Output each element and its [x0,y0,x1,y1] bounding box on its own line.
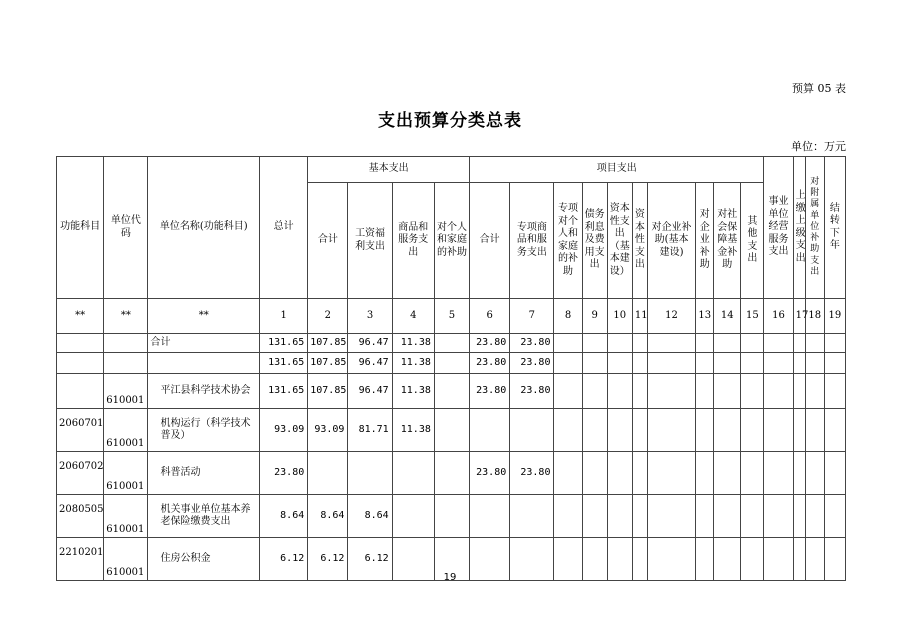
index-cell: 8 [554,299,582,334]
basic-wage-cell: 96.47 [348,334,392,353]
basic-goods-cell: 11.38 [392,374,434,409]
header-project: 项目支出 [470,157,764,183]
project-total-cell: 23.80 [470,334,510,353]
table-row [57,374,846,409]
index-cell: 13 [696,299,714,334]
basic-personal-cell [434,452,469,495]
index-cell: ** [57,299,104,334]
project-total-cell: 23.80 [470,353,510,374]
table-row [57,409,846,452]
project-goods-cell: 23.80 [510,452,554,495]
index-cell: 10 [607,299,632,334]
header-basic-col: 商品和服务支出 [392,183,434,299]
table-row [57,334,846,353]
basic-personal-cell [434,495,469,538]
form-number: 预算 05 表 [792,82,846,95]
basic-total-cell: 93.09 [308,409,348,452]
unit-name-cell: 科普活动 [148,452,260,495]
header-project-col: 其他支出 [741,183,764,299]
basic-goods-cell [392,495,434,538]
table-row [57,353,846,374]
header-project-col: 对企业补助(基本建设) [647,183,695,299]
unit-code-cell [104,334,148,353]
index-cell: 1 [260,299,308,334]
func-code-cell: 2060701 [57,409,104,452]
unit-name-cell [148,353,260,374]
index-cell: 12 [647,299,695,334]
header-project-col: 专项商品和服务支出 [510,183,554,299]
basic-personal-cell [434,353,469,374]
header-func-subject: 功能科目 [57,157,104,299]
total-cell: 131.65 [260,374,308,409]
basic-goods-cell: 11.38 [392,353,434,374]
basic-wage-cell [348,452,392,495]
index-cell: 3 [348,299,392,334]
func-code-cell [57,353,104,374]
func-code-cell [57,334,104,353]
basic-total-cell [308,452,348,495]
basic-wage-cell: 6.12 [348,538,392,581]
header-project-col: 对企业补助 [696,183,714,299]
header-project-col: 资本性支出（基本建设） [607,183,632,299]
header-basic: 基本支出 [308,157,470,183]
unit-name-cell: 机关事业单位基本养老保险缴费支出 [148,495,260,538]
basic-total-cell: 8.64 [308,495,348,538]
header-unit-name: 单位名称(功能科目) [148,157,260,299]
basic-wage-cell: 8.64 [348,495,392,538]
project-total-cell: 23.80 [470,374,510,409]
total-cell: 131.65 [260,334,308,353]
header-basic-col: 工资福利支出 [348,183,392,299]
unit-name-cell: 机构运行（科学技术普及） [148,409,260,452]
index-cell: 11 [632,299,647,334]
header-carry-forward: 结转下年 [824,157,845,299]
index-cell: 19 [824,299,845,334]
unit-name-cell: 平江县科学技术协会 [148,374,260,409]
basic-total-cell: 107.85 [308,374,348,409]
header-upper-pay: 上缴上级支出 [793,157,805,299]
index-row [57,299,846,334]
index-cell: 18 [805,299,824,334]
unit-code-cell: 610001 [104,409,148,452]
project-goods-cell: 23.80 [510,353,554,374]
table-row [57,452,846,495]
header-unit-code: 单位代码 [104,157,148,299]
basic-wage-cell: 96.47 [348,374,392,409]
func-code-cell: 2060702 [57,452,104,495]
table-row [57,495,846,538]
header-project-col: 债务利息及费用支出 [582,183,607,299]
index-cell: 16 [764,299,793,334]
unit-code-cell [104,353,148,374]
header-project-col: 资本性支出 [632,183,647,299]
index-cell: 7 [510,299,554,334]
project-total-cell [470,495,510,538]
basic-total-cell: 6.12 [308,538,348,581]
index-cell: ** [148,299,260,334]
header-basic-col: 对个人和家庭的补助 [434,183,469,299]
basic-wage-cell: 96.47 [348,353,392,374]
unit-code-cell: 610001 [104,538,148,581]
index-cell: 9 [582,299,607,334]
project-goods-cell: 23.80 [510,334,554,353]
index-cell: 2 [308,299,348,334]
unit-code-cell: 610001 [104,452,148,495]
header-total: 总计 [260,157,308,299]
page-number: 19 [443,572,457,583]
header-basic-col: 合计 [308,183,348,299]
basic-goods-cell [392,452,434,495]
budget-table [56,156,846,581]
basic-personal-cell [434,409,469,452]
project-goods-cell [510,495,554,538]
header-project-col: 对社会保障基金补助 [714,183,741,299]
header-subsidiary: 对附属单位补助支出 [805,157,824,299]
index-cell: 14 [714,299,741,334]
page-title: 支出预算分类总表 [378,111,522,131]
project-goods-cell: 23.80 [510,374,554,409]
total-cell: 23.80 [260,452,308,495]
unit-name-cell: 合计 [148,334,260,353]
unit-code-cell: 610001 [104,374,148,409]
func-code-cell: 2210201 [57,538,104,581]
header-project-col: 专项对个人和家庭的补助 [554,183,582,299]
basic-personal-cell [434,334,469,353]
basic-wage-cell: 81.71 [348,409,392,452]
basic-personal-cell [434,374,469,409]
index-cell: 15 [741,299,764,334]
total-cell: 8.64 [260,495,308,538]
total-cell: 131.65 [260,353,308,374]
total-cell: 6.12 [260,538,308,581]
index-cell: 5 [434,299,469,334]
index-cell: 4 [392,299,434,334]
unit-code-cell: 610001 [104,495,148,538]
header-project-col: 合计 [470,183,510,299]
basic-total-cell: 107.85 [308,353,348,374]
total-cell: 93.09 [260,409,308,452]
func-code-cell: 2080505 [57,495,104,538]
header-row-1 [57,157,846,183]
basic-total-cell: 107.85 [308,334,348,353]
project-total-cell [470,409,510,452]
unit-name-cell: 住房公积金 [148,538,260,581]
index-cell: 17 [793,299,805,334]
basic-goods-cell: 11.38 [392,334,434,353]
basic-goods-cell: 11.38 [392,409,434,452]
project-goods-cell [510,409,554,452]
func-code-cell [57,374,104,409]
project-total-cell: 23.80 [470,452,510,495]
index-cell: ** [104,299,148,334]
unit-label: 单位：万元 [791,140,846,153]
header-public-service: 事业单位经营服务支出 [764,157,793,299]
index-cell: 6 [470,299,510,334]
